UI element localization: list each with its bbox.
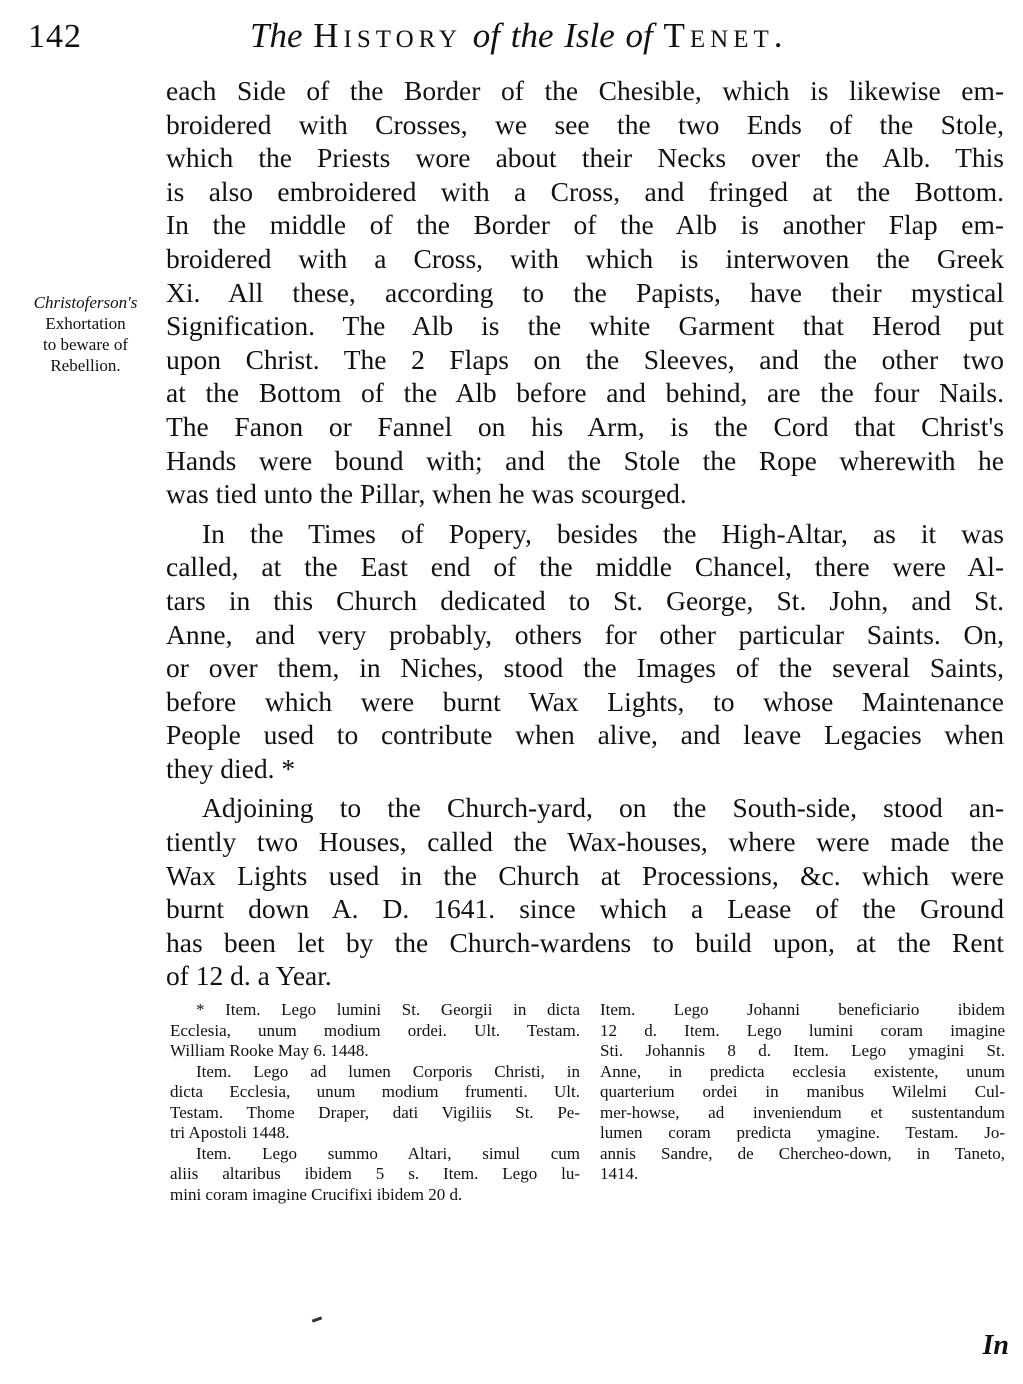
text-line: broidered with a Cross, with which is interwoven the Greek	[166, 242, 1004, 274]
footnote-line: * Item. Lego lumini St. Georgii in dicta	[196, 1000, 580, 1019]
running-head-word: the	[510, 16, 554, 55]
running-head-word: History	[313, 16, 462, 55]
text-line: Wax Lights used in the Church at Processions, &c. which were	[166, 859, 1004, 891]
main-text	[166, 74, 1004, 993]
running-head-word: of	[472, 16, 500, 55]
text-line: or over them, in Niches, stood the Images of the several Saints,	[166, 652, 1004, 684]
text-line: broidered with Crosses, we see the two Ends of the Stole,	[166, 108, 1004, 140]
paragraph-3	[166, 791, 1004, 993]
footnote-line: mer-howse, ad inveniendum et sustentandum	[600, 1102, 1005, 1122]
footnote-line: annis Sandre, de Chercheo-down, in Taneto,	[600, 1143, 1005, 1163]
footnote-line: William Rooke May 6. 1448.	[170, 1041, 369, 1060]
text-line: is also embroidered with a Cross, and fringed at the Bottom.	[166, 175, 1004, 207]
footnote-line: 1414.	[600, 1164, 639, 1183]
footnote-line: Ecclesia, unum modium ordei. Ult. Testam.	[170, 1020, 580, 1040]
running-head-word: Tenet.	[663, 16, 788, 55]
text-line: before which were burnt Wax Lights, to whose Maintenance	[166, 685, 1004, 717]
marginal-note-line: Exhortation	[45, 314, 126, 333]
marginal-note-line: to beware of	[43, 335, 128, 354]
footnote-line: dicta Ecclesia, unum modium frumenti. Ult.	[170, 1082, 580, 1101]
marginal-note	[18, 292, 153, 376]
text-line: Signification. The Alb is the white Garment that Herod put	[166, 310, 1004, 342]
marginal-note-line: Christoferson's	[33, 293, 138, 312]
text-line: Hands were bound with; and the Stole the Rope wherewith he	[166, 444, 1004, 476]
footnote-line: Anne, in predicta ecclesia existente, unum	[600, 1061, 1005, 1081]
text-line: In the middle of the Border of the Alb is another Flap em-	[166, 209, 1004, 241]
text-line: has been let by the Church-wardens to build upon, at the Rent	[166, 926, 1004, 958]
footnote-line: quarterium ordei in manibus Wilelmi Cul-	[600, 1082, 1005, 1101]
footnote-column-right	[600, 1000, 1005, 1185]
running-head-word: The	[250, 16, 303, 55]
text-line: The Fanon or Fannel on his Arm, is the Cord that Christ's	[166, 410, 1004, 442]
footnote-line: Item. Lego Johanni beneficiario ibidem	[600, 1000, 1005, 1019]
footnote-line: lumen coram predicta ymagine. Testam. Jo-	[600, 1123, 1005, 1142]
text-line: In the Times of Popery, besides the High-Altar, as it was	[202, 517, 1004, 549]
text-line: Xi. All these, according to the Papists, have their mystical	[166, 276, 1004, 308]
footnote-line: mini coram imagine Crucifixi ibidem 20 d.	[170, 1184, 463, 1204]
text-line: Adjoining to the Church-yard, on the South-side, stood an-	[202, 792, 1004, 824]
footnote-line: aliis altaribus ibidem 5 s. Item. Lego lu-	[170, 1164, 580, 1183]
text-line: each Side of the Border of the Chesible, which is likewise em-	[166, 75, 1004, 106]
footnote-line: 12 d. Item. Lego lumini coram imagine	[600, 1020, 1005, 1040]
running-head-word: of	[625, 16, 653, 55]
text-line: was tied unto the Pillar, when he was scourged.	[166, 478, 687, 510]
text-line: People used to contribute when alive, and leave Legacies when	[166, 719, 1004, 751]
text-line: of 12 d. a Year.	[166, 960, 332, 992]
paragraph-1	[166, 74, 1004, 511]
text-line: tars in this Church dedicated to St. George, St. John, and St.	[166, 584, 1004, 616]
footnote-line: Item. Lego summo Altari, simul cum	[196, 1143, 580, 1163]
text-line: at the Bottom of the Alb before and behind, are the four Nails.	[166, 377, 1004, 409]
text-line: Anne, and very probably, others for other particular Saints. On,	[166, 618, 1004, 650]
text-line: upon Christ. The 2 Flaps on the Sleeves, and the other two	[166, 343, 1004, 375]
text-line: burnt down A. D. 1641. since which a Lease of the Ground	[166, 893, 1004, 925]
page-number: 142	[28, 18, 82, 55]
text-line: tiently two Houses, called the Wax-houses, where were made the	[166, 826, 1004, 858]
footnote-line: Testam. Thome Draper, dati Vigiliis St. Pe-	[170, 1102, 580, 1122]
footnote-column-left	[170, 1000, 580, 1205]
text-line: which the Priests wore about their Necks over the Alb. This	[166, 142, 1004, 174]
paragraph-2	[166, 517, 1004, 786]
text-line: called, at the East end of the middle Chancel, there were Al-	[166, 551, 1004, 583]
running-head	[250, 16, 950, 56]
catchword: In	[982, 1330, 1009, 1361]
footnote-line: Item. Lego ad lumen Corporis Christi, in	[196, 1061, 580, 1081]
text-line: they died. *	[166, 752, 296, 784]
marginal-note-line: Rebellion.	[50, 356, 121, 375]
running-head-word: Isle	[564, 16, 615, 55]
footnote-line: Sti. Johannis 8 d. Item. Lego ymagini St.	[600, 1041, 1005, 1060]
footnote-line: tri Apostoli 1448.	[170, 1123, 290, 1142]
stray-ink-mark	[312, 1316, 322, 1322]
